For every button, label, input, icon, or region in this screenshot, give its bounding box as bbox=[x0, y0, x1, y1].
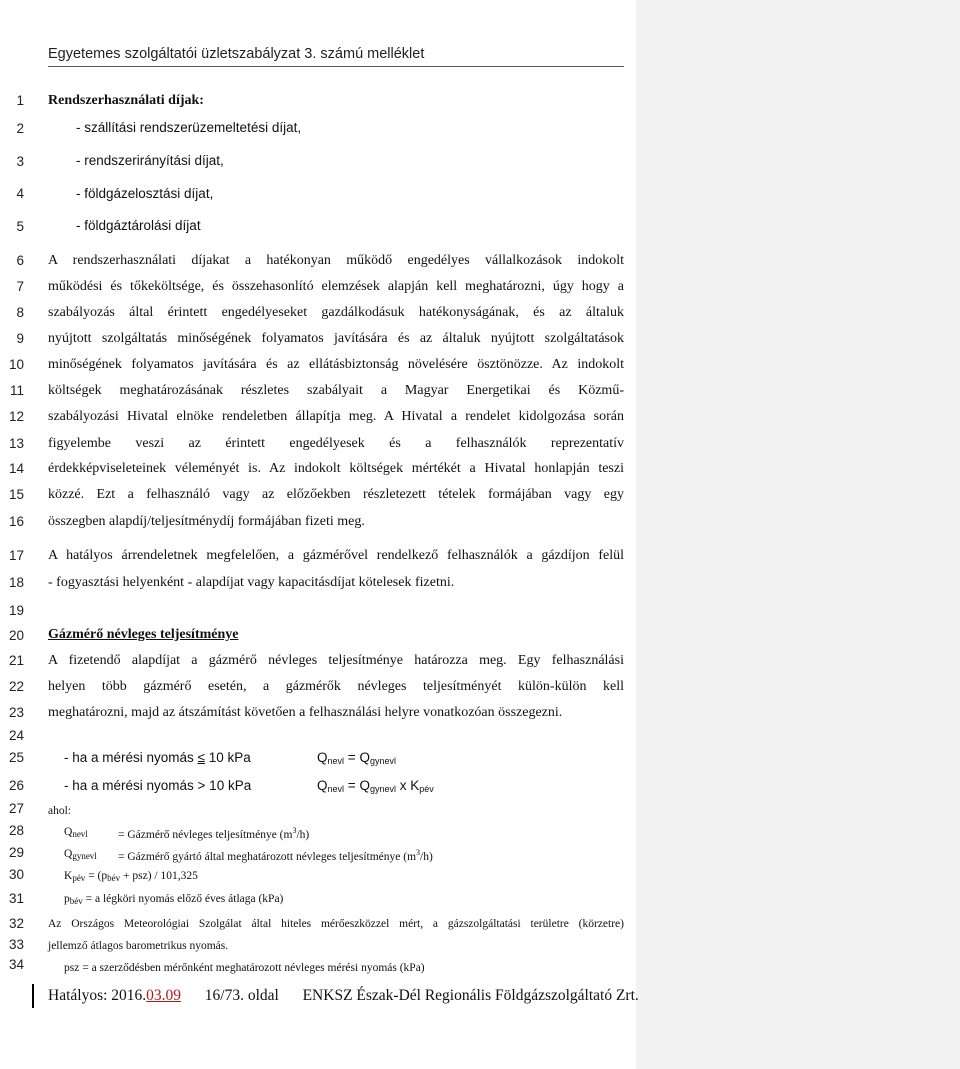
def-pbev: $p_{bév} = a$ légköri nyomás előző éves átlaga (kPa) bbox=[64, 893, 284, 906]
line-number: 6 bbox=[16, 253, 24, 268]
ahol-label: ahol: bbox=[48, 805, 71, 817]
heading-gazmero: Gázmérő névleges teljesítménye bbox=[48, 627, 239, 642]
line-number: 29 bbox=[8, 845, 24, 860]
line-number: 14 bbox=[8, 461, 24, 476]
page-number: 16/73. oldal bbox=[204, 987, 279, 1004]
line-number: 19 bbox=[8, 603, 24, 618]
paragraph-line: A hatályos árrendeletnek megfelelően, a gázmérővel rendelkező felhasználók a gázdíjon felül bbox=[48, 548, 624, 563]
paragraph-line: nyújtott szolgáltatás minőségének folyamatos javítására és az általuk nyújtott szolgáltatások bbox=[48, 331, 624, 346]
line-number: 18 bbox=[8, 575, 24, 590]
paragraph-line: helyen több gázmérő esetén, a gázmérők névleges teljesítményét külön-külön kell bbox=[48, 679, 624, 694]
line-number: 22 bbox=[8, 679, 24, 694]
def-kpev: $K_{pév} = (p_{bév} + psz) / 101,325$ bbox=[64, 870, 198, 883]
paragraph-line: jellemző átlagos barometrikus nyomás. bbox=[48, 940, 229, 952]
formula-condition-1: - ha a mérési nyomás ≤ 10 kPa bbox=[64, 750, 251, 765]
line-number: 31 bbox=[8, 891, 24, 906]
bullet-item: - földgáztárolási díjat bbox=[76, 218, 201, 233]
line-number: 27 bbox=[8, 801, 24, 816]
line-number: 32 bbox=[8, 916, 24, 931]
paragraph-line: - fogyasztási helyenként - alapdíjat vagy kapacitásdíjat kötelesek fizetni. bbox=[48, 575, 455, 590]
company-name: ENKSZ Észak-Dél Regionális Földgázszolgáltató Zrt. bbox=[302, 987, 639, 1004]
line-number: 7 bbox=[16, 279, 24, 294]
line-number: 33 bbox=[8, 937, 24, 952]
paragraph-line: szabályozási Hivatal elnöke rendeletben állapítja meg. A Hivatal a rendelet kidolgozása során bbox=[48, 409, 624, 424]
def-psz: psz = a szerződésben mérőnként meghatározott névleges mérési nyomás (kPa) bbox=[64, 962, 425, 974]
line-number: 30 bbox=[8, 867, 24, 882]
paragraph-line: Az Országos Meteorológiai Szolgálat által hiteles mérőeszközzel mért, a gázszolgáltatási területre (körzetre) bbox=[48, 918, 624, 930]
line-number: 26 bbox=[8, 778, 24, 793]
tracked-change: 03.09 bbox=[146, 987, 182, 1004]
paragraph-line: figyelembe veszi az érintett engedélyesek és a felhasználók reprezentatív bbox=[48, 436, 624, 451]
paragraph-line: összegben alapdíj/teljesítménydíj formájában fizeti meg. bbox=[48, 514, 365, 529]
line-number: 16 bbox=[8, 514, 24, 529]
paragraph-line: meghatározni, majd az átszámítást követően a felhasználási helyre vonatkozóan összegezni. bbox=[48, 705, 563, 720]
line-number: 12 bbox=[8, 409, 24, 424]
line-number: 1 bbox=[16, 93, 24, 108]
bullet-item: - rendszerirányítási díjat, bbox=[76, 153, 224, 168]
paragraph-line: A fizetendő alapdíjat a gázmérő névleges teljesítménye határozza meg. Egy felhasználási bbox=[48, 653, 624, 668]
line-number: 17 bbox=[8, 548, 24, 563]
heading-rendszerhasznalati: Rendszerhasználati díjak: bbox=[48, 93, 204, 108]
bullet-item: - földgázelosztási díjat, bbox=[76, 186, 214, 201]
line-number: 20 bbox=[8, 628, 24, 643]
less-equal-symbol: ≤ bbox=[197, 750, 205, 765]
paragraph-line: működési és tőkeköltsége, és összehasonlító elemzések alapján kell meghatározni, úgy hogy a bbox=[48, 279, 624, 294]
paragraph-line: érdekképviseleteinek véleményét is. Az indokolt költségek mértékét a Hivatal honlapján teszi bbox=[48, 461, 624, 476]
comment-margin-panel bbox=[636, 0, 960, 1069]
paragraph-line: költségek meghatározásának részletes szabályait a Magyar Energetikai és Közmű- bbox=[48, 383, 624, 398]
line-number: 24 bbox=[8, 728, 24, 743]
line-number: 21 bbox=[8, 653, 24, 668]
paragraph-line: szabályozás által érintett engedélyeseket gazdálkodásuk hatékonyságának, és az általuk bbox=[48, 305, 624, 320]
formula-1: $Q_{nevl} = Q_{gynevl}$ bbox=[317, 750, 396, 766]
line-number: 2 bbox=[16, 121, 24, 136]
line-number: 4 bbox=[16, 186, 24, 201]
line-number: 8 bbox=[16, 305, 24, 320]
def-qgynevl-symbol: $Q_{gynevl}$ bbox=[64, 848, 97, 861]
line-number: 28 bbox=[8, 823, 24, 838]
line-number: 3 bbox=[16, 154, 24, 169]
line-number: 23 bbox=[8, 705, 24, 720]
paragraph-line: A rendszerhasználati díjakat a hatékonyan működő engedélyes vállalkozások indokolt bbox=[48, 253, 624, 268]
line-number: 5 bbox=[16, 219, 24, 234]
line-number: 34 bbox=[8, 957, 24, 972]
formula-2: $Q_{nevl} = Q_{gynevl}$ x $K_{pév}$ bbox=[317, 778, 434, 794]
line-number: 13 bbox=[8, 436, 24, 451]
header-rule bbox=[48, 66, 624, 67]
line-number: 11 bbox=[9, 383, 24, 398]
document-footer: Hatályos: 2016.03.09 16/73. oldal ENKSZ Észak-Dél Regionális Földgázszolgáltató Zrt. bbox=[48, 987, 639, 1004]
line-number: 15 bbox=[8, 487, 24, 502]
line-number: 9 bbox=[16, 331, 24, 346]
def-qnevl-text: = Gázmérő névleges teljesítménye $(m^3/h)$ bbox=[118, 826, 310, 841]
def-qgynevl-text: = Gázmérő gyártó által meghatározott névleges teljesítménye $(m^3/h)$ bbox=[118, 848, 433, 863]
paragraph-line: közzé. Ezt a felhasználó vagy az előzőekben részletezett tételek formájában vagy egy bbox=[48, 487, 624, 502]
def-qnevl-symbol: $Q_{nevl}$ bbox=[64, 826, 88, 839]
paragraph-line: minőségének folyamatos javítására és az ellátásbiztonság növelésére ösztönözze. Az indokolt bbox=[48, 357, 624, 372]
formula-condition-2: - ha a mérési nyomás > 10 kPa bbox=[64, 778, 252, 793]
line-number: 25 bbox=[8, 750, 24, 765]
line-number: 10 bbox=[8, 357, 24, 372]
document-header: Egyetemes szolgáltatói üzletszabályzat 3. számú melléklet bbox=[48, 46, 425, 62]
change-bar bbox=[32, 984, 34, 1008]
bullet-item: - szállítási rendszerüzemeltetési díjat, bbox=[76, 120, 302, 135]
